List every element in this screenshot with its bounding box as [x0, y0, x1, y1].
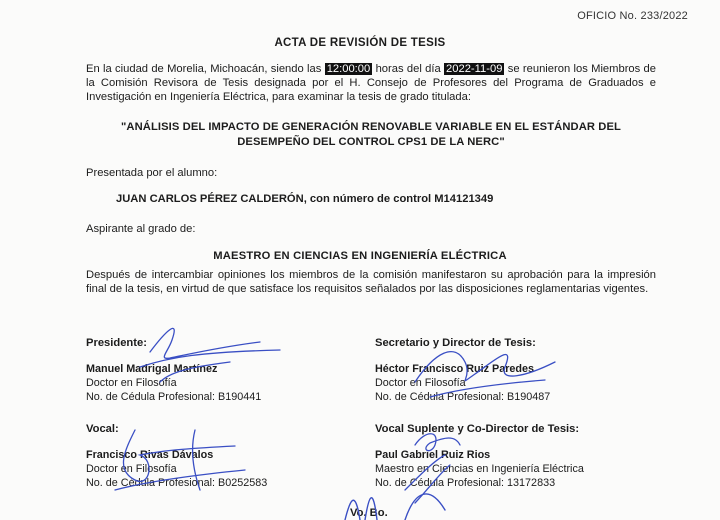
- signatory-vocal-suplente: [375, 422, 584, 490]
- signatory-cedula: No. de Cédula Profesional: 13172833: [375, 477, 556, 489]
- student-line: JUAN CARLOS PÉREZ CALDERÓN, con número de control M14121349: [116, 193, 494, 205]
- signatory-cedula: No. de Cédula Profesional: B190487: [375, 391, 551, 403]
- signatory-name: Héctor Francisco Ruiz Paredes: [375, 363, 535, 375]
- oficio-number: OFICIO No. 233/2022: [577, 10, 688, 22]
- intro-text-between: horas del día: [372, 63, 445, 75]
- meeting-date: 2022-11-09: [446, 63, 503, 75]
- signatory-role: Vocal:: [86, 423, 119, 435]
- presented-label: Presentada por el alumno:: [86, 167, 218, 179]
- signatory-cedula: No. de Cédula Profesional: B0252583: [86, 477, 268, 489]
- document-title: ACTA DE REVISIÓN DE TESIS: [274, 37, 446, 49]
- intro-text-end: se reunieron los Miembros de la Comisión Revisora de Tesis designada por el H. Consejo de Profesores del Programa de Graduados e Investigación en Ingeniería Eléctrica, para examinar la tesis de grado titulada:: [86, 63, 657, 103]
- signatory-degree: Doctor en Filosofía: [86, 463, 177, 475]
- intro-text-start: En la ciudad de Morelia, Michoacán, siendo las: [86, 63, 325, 75]
- signatory-degree: Maestro en Ciencias en Ingeniería Eléctrica: [375, 463, 584, 475]
- signatory-president: [86, 336, 261, 404]
- signatory-name: Paul Gabriel Ruiz Rios: [375, 449, 491, 461]
- signatory-role: Vocal Suplente y Co-Director de Tesis:: [375, 423, 580, 435]
- signatory-vocal: [86, 422, 267, 490]
- vobo-label: Vo. Bo.: [350, 507, 388, 519]
- aspirant-label: Aspirante al grado de:: [86, 223, 196, 235]
- signatory-role: Presidente:: [86, 337, 147, 349]
- degree-title: MAESTRO EN CIENCIAS EN INGENIERÍA ELÉCTRICA: [213, 250, 507, 262]
- signatory-name: Manuel Madrigal Martínez: [86, 363, 218, 375]
- signatory-degree: Doctor en Filosofía: [375, 377, 466, 389]
- signatory-cedula: No. de Cédula Profesional: B190441: [86, 391, 262, 403]
- signatory-role: Secretario y Director de Tesis:: [375, 337, 536, 349]
- signatory-name: Francisco Rivas Dávalos: [86, 449, 214, 461]
- meeting-time: 12:00:00: [326, 63, 371, 75]
- signatory-degree: Doctor en Filosofía: [86, 377, 177, 389]
- thesis-title: "ANÁLISIS DEL IMPACTO DE GENERACIÓN RENOVABLE VARIABLE EN EL ESTÁNDAR DEL DESEMPEÑO DEL CONTROL CPS1 DE LA NERC": [121, 121, 621, 148]
- approval-paragraph: Después de intercambiar opiniones los miembros de la comisión manifestaron su aprobación para la impresión final de la tesis, en virtud de que satisface los requisitos señalados por las disposiciones reglamentarias vigentes.: [86, 269, 656, 295]
- intro-paragraph: [86, 62, 656, 104]
- signatory-secretary: [375, 336, 550, 404]
